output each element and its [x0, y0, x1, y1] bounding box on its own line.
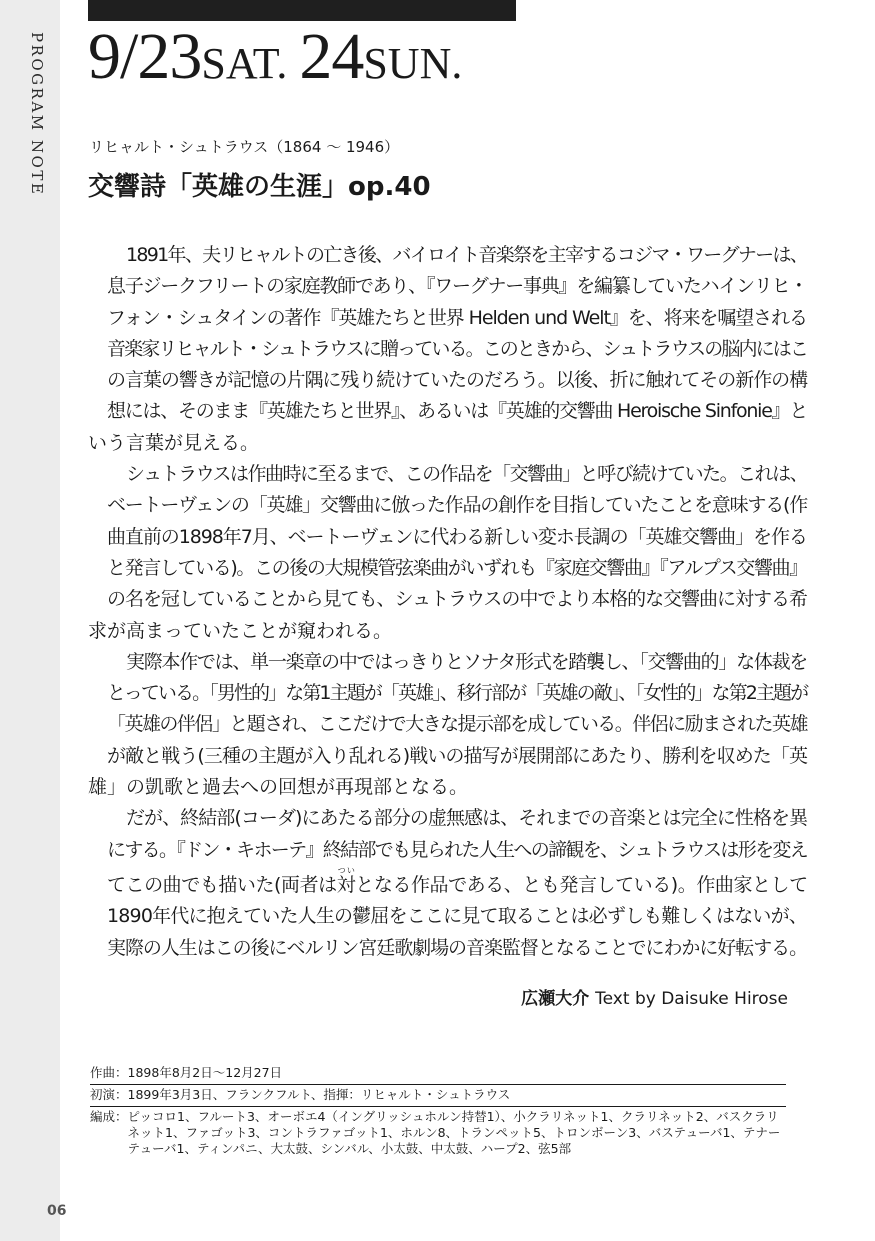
program-note-body: [88, 240, 808, 964]
section-label: PROGRAM NOTE: [28, 32, 46, 197]
info-value: ピッコロ1、フルート3、オーボエ4（イングリッシュホルン持替1）、小クラリネット1、クラリネット2、バスクラリネット1、ファゴット3、コントラファゴット1、ホルン8、トランペット5、トロンボーン3、バステューバ1、テナーテューバ1、ティンパニ、大太鼓、シンバル、小太鼓、中太鼓、ハープ2、弦5部: [127, 1109, 781, 1156]
sidebar: [0, 0, 67, 1241]
concert-date: [88, 20, 463, 93]
author-name-en: Text by Daisuke Hirose: [595, 989, 788, 1009]
paragraph: 1891年、夫リヒャルトの亡き後、バイロイト音楽祭を主宰するコジマ・ワーグナーは、 息子ジークフリートの家庭教師であり、『ワーグナー事典』を編纂していたハインリヒ・ フォン・シュタインの著作『英雄たちと世界 Helden und Welt』を、将来を嘱望される 音楽家リヒャルト・シュトラウスに贈っている。このときから、シュトラウスの脳内にはこ の言葉の響きが記憶の片隅に残り続けていたのだろう。以後、折に触れてその新作の構 想には、そのまま『英雄たちと世界』、あるいは『英雄的交響曲 Heroische Sinfonie』と いう言葉が見える。: [88, 244, 808, 454]
info-label: 作曲: [90, 1065, 116, 1080]
piece-title: 交響詩「英雄の生涯」op.40: [88, 172, 431, 202]
header-bar: [88, 0, 516, 21]
info-row-premiere: 初演 ： 1899年3月3日、フランクフルト、指揮：リヒャルト・シュトラウス: [90, 1085, 786, 1107]
info-value: 1899年3月3日、フランクフルト、指揮：リヒャルト・シュトラウス: [127, 1087, 511, 1102]
composer-name: リヒャルト・シュトラウス（1864 ～ 1946）: [89, 138, 400, 156]
piece-info-table: [90, 1063, 786, 1160]
paragraph: シュトラウスは作曲時に至るまで、この作品を「交響曲」と呼び続けていた。これは、 ベートーヴェンの「英雄」交響曲に倣った作品の創作を目指していたことを意味する(作 曲直前の1898年7月、ベートーヴェンに代わる新しい変ホ長調の「英雄交響曲」を作る と発言している)。この後の大規模管弦楽曲がいずれも『家庭交響曲』『アルプス交響曲』 の名を冠していることから見ても、シュトラウスの中でより本格的な交響曲に対する希 求が高まっていたことが窺われる。: [88, 463, 808, 642]
info-label: 編成: [90, 1109, 116, 1124]
author-credit: [521, 984, 788, 1009]
info-value: 1898年8月2日～12月27日: [127, 1065, 283, 1080]
date-first: 9/23: [88, 20, 202, 93]
day-first: SAT.: [201, 39, 288, 88]
day-second: SUN.: [363, 39, 463, 88]
paragraph: 実際本作では、単一楽章の中ではっきりとソナタ形式を踏襲し、「交響曲的」な体裁を とっている。「男性的」な第1主題が「英雄」、移行部が「英雄の敵」、「女性的」な第2主題が 「英雄の伴侶」と題され、ここだけで大きな提示部を成している。伴侶に励まされた英雄 が敵と戦う(三種の主題が入り乱れる)戦いの描写が展開部にあたり、勝利を収めた「英 雄」の凱歌と過去への回想が再現部となる。: [88, 650, 808, 799]
info-row-instrumentation: 編成 ： ピッコロ1、フルート3、オーボエ4（イングリッシュホルン持替1）、小クラリネット1、クラリネット2、バスクラリネット1、ファゴット3、コントラファゴット1、ホルン8、トランペット5、トロンボーン3、バステューバ1、テナーテューバ1、ティンパニ、大太鼓、シンバル、小太鼓、中太鼓、ハープ2、弦5部: [90, 1107, 786, 1160]
paragraph: だが、終結部(コーダ)にあたる部分の虚無感は、それまでの音楽とは完全に性格を異 にする。『ドン・キホーテ』終結部でも見られた人生への諦観を、シュトラウスは形を変え てこの曲でも描いた(両者は対ついとなる作品である、とも発言している)。作曲家として 1890年代に抱えていた人生の鬱屈をここに見て取ることは必ずしも難しくはないが、 実際の人生はこの後にベルリン宮廷歌劇場の音楽監督となることでにわかに好転する。: [107, 807, 808, 959]
date-second: 24: [299, 20, 364, 93]
info-label: 初演: [90, 1087, 116, 1102]
page-number: 06: [47, 1203, 67, 1219]
author-name-jp: 広瀬大介: [521, 989, 590, 1009]
info-row-composed: 作曲 ： 1898年8月2日～12月27日: [90, 1063, 786, 1085]
